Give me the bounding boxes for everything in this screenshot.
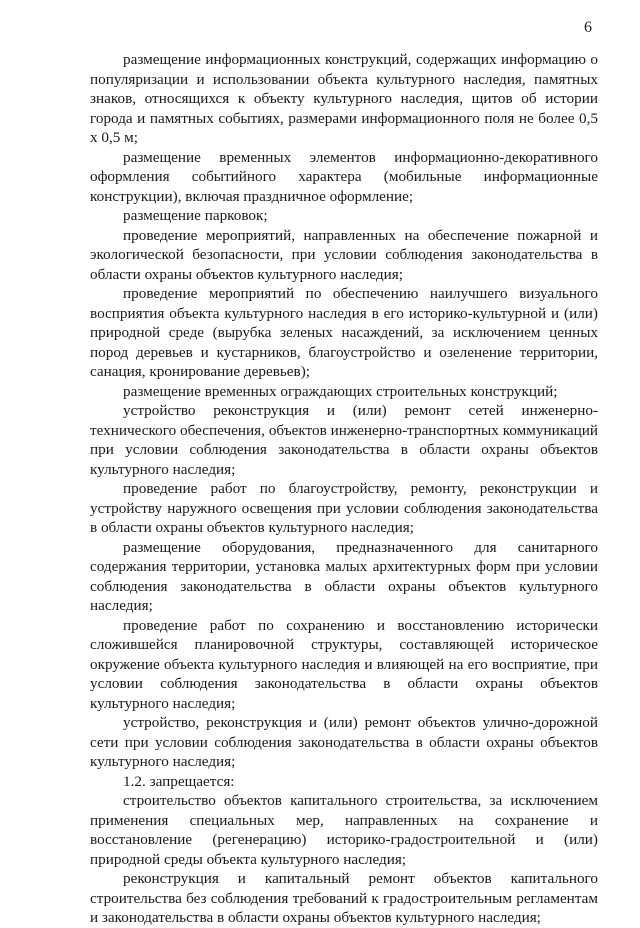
paragraph-sanitary-equipment: размещение оборудования, предназначенного для санитарного содержания территории, установка малых архитектурных форм при условии соблюдения законодательства в области охраны объектов культурного наследия; bbox=[90, 538, 598, 614]
section-heading-prohibited: 1.2. запрещается: bbox=[123, 772, 235, 790]
paragraph-temporary-fencing: размещение временных ограждающих строительных конструкций; bbox=[123, 382, 558, 400]
paragraph-temporary-decor: размещение временных элементов информационно-декоративного оформления событийного характера (мобильные информационные конструкции), включая праздничное оформление; bbox=[90, 148, 598, 205]
paragraph-visual-perception: проведение мероприятий по обеспечению наилучшего визуального восприятия объекта культурного наследия в его историко-культурной и (или) природной среде (вырубка зеленых насаждений, за исключением ценных пород деревьев и кустарников, благоустройство и озеленение территории, санация, кронирование деревьев); bbox=[90, 285, 598, 380]
paragraph-reconstruction-repair: реконструкция и капитальный ремонт объектов капитального строительства без соблюдения требований к градостроительным регламентам и законодательства в области охраны объектов культурного наследия; bbox=[90, 870, 598, 926]
paragraph-parking: размещение парковок; bbox=[123, 207, 268, 224]
document-body bbox=[90, 50, 598, 928]
paragraph-engineering-networks: устройство реконструкция и (или) ремонт сетей инженерно-технического обеспечения, объектов инженерно-транспортных коммуникаций при условии соблюдения законодательства в области охраны объектов культурного наследия; bbox=[90, 402, 598, 478]
paragraph-landscaping-lighting: проведение работ по благоустройству, ремонту, реконструкции и устройству наружного освещения при условии соблюдения законодательства в области охраны объектов культурного наследия; bbox=[90, 480, 598, 536]
paragraph-information-structures: размещение информационных конструкций, содержащих информацию о популяризации и использовании объекта культурного наследия, памятных знаков, относящихся к объекту культурного наследия, щитов об истории города и памятных событиях, размерами информационного поля не более 0,5 х 0,5 м; bbox=[90, 51, 598, 146]
paragraph-planning-structure: проведение работ по сохранению и восстановлению исторически сложившейся планировочной структуры, составляющей историческое окружение объекта культурного наследия и влияющей на его восприятие, при условии соблюдения законодательства в области охраны объектов культурного наследия; bbox=[90, 616, 598, 712]
page-number: 6 bbox=[584, 19, 592, 36]
paragraph-fire-safety: проведение мероприятий, направленных на обеспечение пожарной и экологической безопасности, при условии соблюдения законодательства в области охраны объектов культурного наследия; bbox=[90, 226, 598, 283]
paragraph-capital-construction: строительство объектов капитального строительства, за исключением применения специальных мер, направленных на сохранение и восстановление (регенерацию) историко-градостроительной и (или) природной среды объекта культурного наследия; bbox=[90, 792, 598, 868]
paragraph-road-network: устройство, реконструкция и (или) ремонт объектов улично-дорожной сети при условии соблюдения законодательства в области охраны объектов культурного наследия; bbox=[90, 714, 598, 770]
